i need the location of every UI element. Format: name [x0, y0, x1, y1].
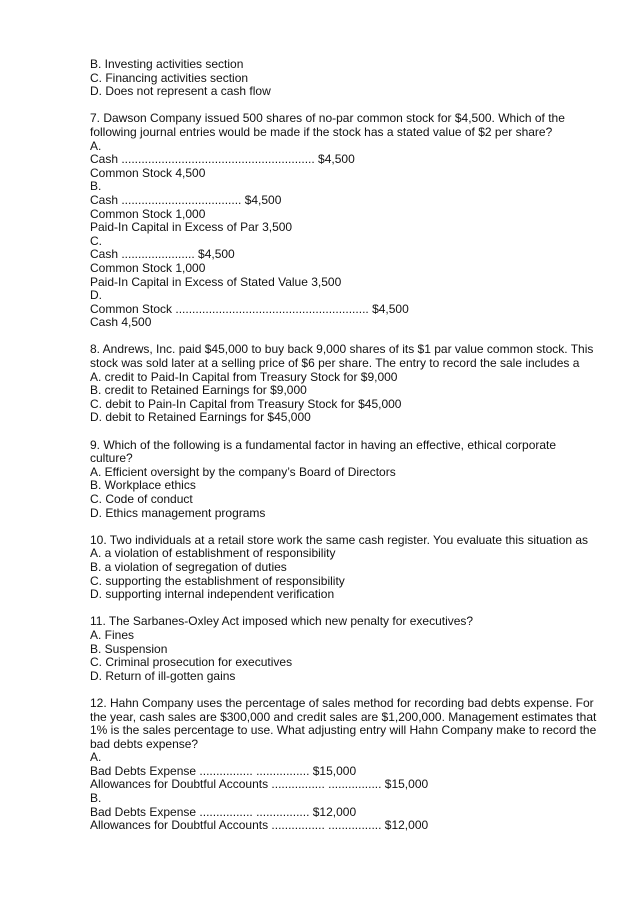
- option-line: A. Fines: [90, 627, 135, 642]
- question-6-options: [90, 58, 610, 99]
- question-text-line: 11. The Sarbanes-Oxley Act imposed which new penalty for executives?: [90, 614, 474, 629]
- option-line: D. Return of ill-gotten gains: [90, 668, 236, 683]
- question-text-line: stock was sold later at a selling price of $6 per share. The entry to record the sale includes a: [90, 356, 580, 371]
- option-line: A. Efficient oversight by the company’s Board of Directors: [90, 464, 396, 479]
- journal-entry-line: Cash .......................................................... $4,500: [90, 152, 355, 167]
- option-line: B. Suspension: [90, 641, 168, 656]
- option-label: A.: [90, 750, 102, 765]
- option-label: B.: [90, 179, 102, 194]
- option-line: A. credit to Paid-In Capital from Treasury Stock for $9,000: [90, 369, 398, 384]
- question-text-line: 10. Two individuals at a retail store work the same cash register. You evaluate this situation as: [90, 532, 589, 547]
- question-8: [90, 343, 610, 425]
- question-7: [90, 112, 610, 330]
- option-label: C.: [90, 233, 102, 248]
- text-line: C. Financing activities section: [90, 70, 249, 85]
- journal-entry-line: Bad Debts Expense ................ ................ $15,000: [90, 763, 357, 778]
- option-line: B. a violation of segregation of duties: [90, 559, 287, 574]
- question-12: [90, 697, 610, 833]
- option-line: B. Workplace ethics: [90, 478, 196, 493]
- journal-entry-line: Common Stock 1,000: [90, 206, 206, 221]
- question-text-line: 8. Andrews, Inc. paid $45,000 to buy back 9,000 shares of its $1 par value common stock. This: [90, 342, 594, 357]
- journal-entry-line: Common Stock 1,000: [90, 260, 206, 275]
- question-text-line: culture?: [90, 451, 133, 466]
- journal-entry-line: Bad Debts Expense ................ ................ $12,000: [90, 804, 357, 819]
- question-text-line: 12. Hahn Company uses the percentage of sales method for recording bad debts expense. For: [90, 695, 594, 710]
- journal-entry-line: Paid-In Capital in Excess of Par 3,500: [90, 220, 293, 235]
- question-text-line: 1% is the sales percentage to use. What adjusting entry will Hahn Company make to record the: [90, 723, 597, 738]
- journal-entry-line: Cash ...................... $4,500: [90, 247, 235, 262]
- option-line: B. credit to Retained Earnings for $9,000: [90, 383, 307, 398]
- option-line: D. supporting internal independent verification: [90, 587, 335, 602]
- journal-entry-line: Allowances for Doubtful Accounts ................ ................ $15,000: [90, 777, 429, 792]
- option-line: C. supporting the establishment of responsibility: [90, 573, 345, 588]
- question-text-line: 9. Which of the following is a fundamental factor in having an effective, ethical corporate: [90, 437, 557, 452]
- option-line: C. Criminal prosecution for executives: [90, 655, 293, 670]
- question-text-line: bad debts expense?: [90, 736, 199, 751]
- journal-entry-line: Cash 4,500: [90, 315, 152, 330]
- question-11: [90, 615, 610, 683]
- option-label: A.: [90, 138, 102, 153]
- option-line: A. a violation of establishment of responsibility: [90, 546, 336, 561]
- question-text-line: 7. Dawson Company issued 500 shares of no-par common stock for $4,500. Which of the: [90, 111, 565, 126]
- document-page: [90, 58, 610, 846]
- journal-entry-line: Cash .................................... $4,500: [90, 192, 282, 207]
- option-label: D.: [90, 288, 102, 303]
- text-line: B. Investing activities section: [90, 57, 244, 71]
- question-10: [90, 534, 610, 602]
- journal-entry-line: Common Stock .......................................................... $4,500: [90, 301, 409, 316]
- option-line: D. Ethics management programs: [90, 505, 266, 520]
- question-9: [90, 439, 610, 521]
- journal-entry-line: Allowances for Doubtful Accounts ................ ................ $12,000: [90, 818, 429, 833]
- option-line: C. debit to Pain-In Capital from Treasury Stock for $45,000: [90, 396, 402, 411]
- journal-entry-line: Common Stock 4,500: [90, 165, 206, 180]
- question-text-line: the year, cash sales are $300,000 and credit sales are $1,200,000. Management estimates that: [90, 709, 597, 724]
- text-line: D. Does not represent a cash flow: [90, 84, 271, 99]
- option-label: B.: [90, 791, 102, 806]
- option-line: D. debit to Retained Earnings for $45,000: [90, 410, 311, 425]
- option-line: C. Code of conduct: [90, 492, 193, 506]
- journal-entry-line: Paid-In Capital in Excess of Stated Value 3,500: [90, 274, 342, 289]
- question-text-line: following journal entries would be made if the stock has a stated value of $2 per share?: [90, 124, 553, 139]
